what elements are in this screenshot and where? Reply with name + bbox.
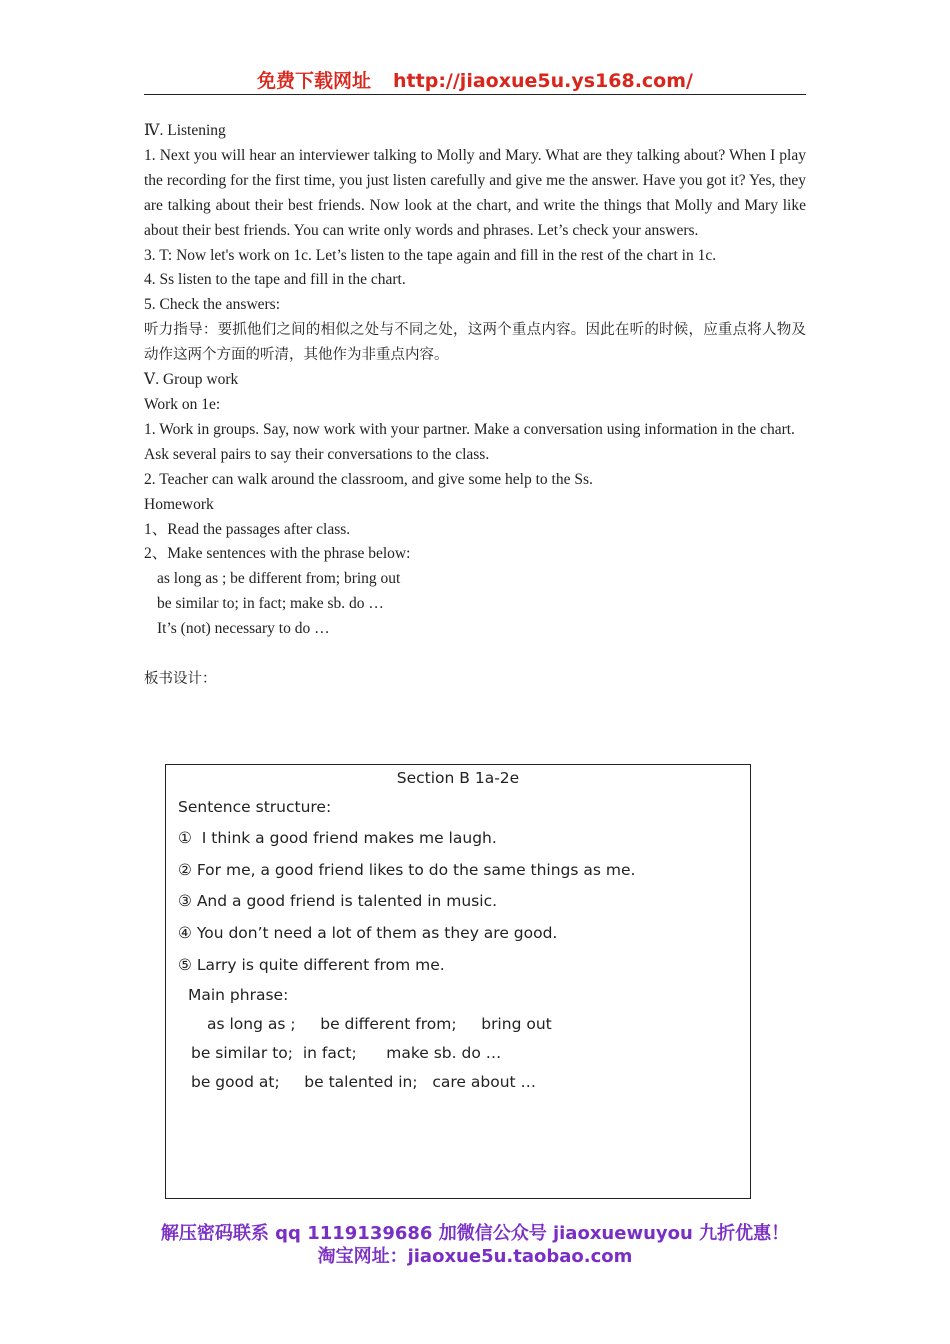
group-work-heading: Ⅴ. Group work <box>144 371 239 389</box>
board-phrase-line-1: as long as ; be different from; bring out <box>207 1015 552 1033</box>
board-sentence-1: ① I think a good friend makes me laugh. <box>178 829 497 847</box>
group-work-step-2: 2. Teacher can walk around the classroom, and give some help to the Ss. <box>144 470 593 488</box>
header-label: 免费下载网址 <box>257 70 372 92</box>
board-sentence-2: ② For me, a good friend likes to do the same things as me. <box>178 861 636 879</box>
board-structure-label: Sentence structure: <box>178 798 332 816</box>
header-url-link[interactable]: http://jiaoxue5u.ys168.com/ <box>393 70 693 92</box>
homework-phrase-line-1: as long as ; be different from; bring out <box>157 570 401 588</box>
header-divider <box>144 94 806 95</box>
listening-step-1: 1. Next you will hear an interviewer talking to Molly and Mary. What are they talking about? When I play the recording for the first time, you just listen carefully and give me the answer. Have you got it? Yes, they are talking about their best friends. Now look at the chart, and write the things that Molly and Mary like about their best friends. You can write only words and phrases. Let’s check your answers. <box>144 146 806 239</box>
homework-phrase-line-3: It’s (not) necessary to do … <box>157 620 330 638</box>
board-design-label: 板书设计： <box>144 670 217 687</box>
listening-guide: 听力指导：要抓他们之间的相似之处与不同之处，这两个重点内容。因此在听的时候，应重点将人物及动作这两个方面的听清，其他作为非重点内容。 <box>144 322 806 364</box>
document-body <box>144 119 806 692</box>
footer-contact: 解压密码联系 qq 1119139686 加微信公众号 jiaoxuewuyou 九折优惠！ <box>160 1223 790 1244</box>
homework-heading: Homework <box>144 495 214 513</box>
listening-heading: Ⅳ. Listening <box>144 122 226 139</box>
listening-step-3: 3. T: Now let's work on 1c. Let’s listen to the tape again and fill in the rest of the chart in 1c. <box>144 246 717 264</box>
listening-step-5: 5. Check the answers: <box>144 296 281 314</box>
group-work-subheading: Work on 1e: <box>144 395 221 413</box>
group-work-step-1: 1. Work in groups. Say, now work with your partner. Make a conversation using information in the chart. <box>144 420 795 438</box>
homework-item-1: 1、Read the passages after class. <box>144 520 351 538</box>
group-work-step-1b: Ask several pairs to say their conversations to the class. <box>144 445 490 463</box>
listening-step-4: 4. Ss listen to the tape and fill in the chart. <box>144 271 406 289</box>
board-sentence-3: ③ And a good friend is talented in music. <box>178 892 498 910</box>
board-title: Section B 1a-2e <box>396 769 520 787</box>
blackboard-design-box <box>165 764 751 1199</box>
board-phrase-line-2: be similar to; in fact; make sb. do … <box>191 1044 502 1062</box>
spacer <box>144 642 806 667</box>
header-banner <box>144 66 806 93</box>
footer-shop-link[interactable]: 淘宝网址：jiaoxue5u.taobao.com <box>317 1246 633 1267</box>
homework-item-2: 2、Make sentences with the phrase below: <box>144 545 411 563</box>
homework-phrase-line-2: be similar to; in fact; make sb. do … <box>157 595 384 613</box>
board-phrase-label: Main phrase: <box>188 986 289 1004</box>
board-sentence-5: ⑤ Larry is quite different from me. <box>178 956 445 974</box>
board-sentence-4: ④ You don’t need a lot of them as they are good. <box>178 924 558 942</box>
board-phrase-line-3: be good at; be talented in; care about … <box>191 1073 537 1091</box>
